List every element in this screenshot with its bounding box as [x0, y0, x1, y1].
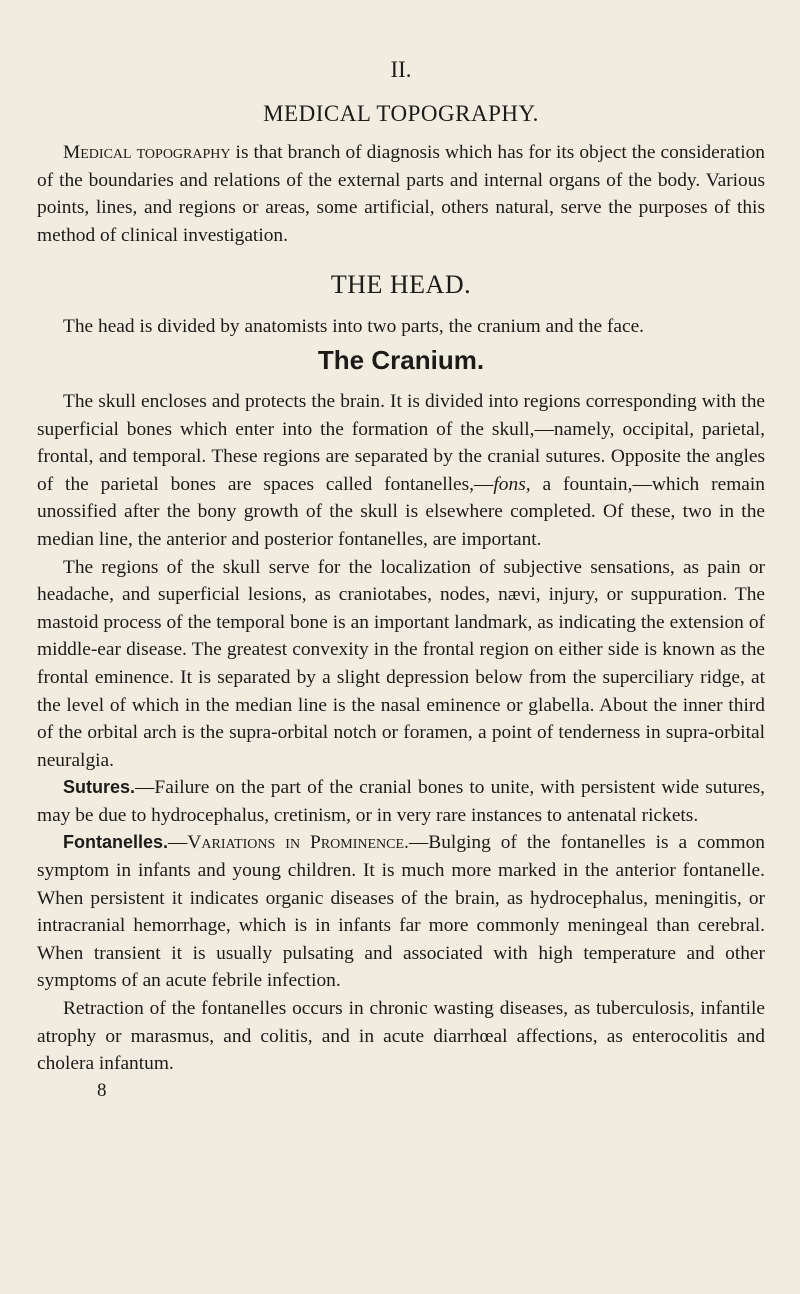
fontanelles-text: —Bulging of the fontanelles is a common symptom in infants and young children. It is much more marked in the anterior fontanelle. When persistent it indicates organic diseases of the brain, as hydrocephalus, meningitis, or intracranial hemorrhage, which is in infants far more commonly meningeal than cerebral. When transient it is usually pulsating and associated with high temperature and other symptoms of an acute febrile infection.	[37, 832, 765, 992]
sutures-heading: Sutures.	[63, 777, 136, 798]
section-title-head: THE HEAD.	[330, 270, 472, 300]
fontanelles-paragraph	[37, 829, 765, 995]
retraction-paragraph: Retraction of the fontanelles occurs in chronic wasting diseases, as tuberculosis, infantile atrophy or marasmus, and colitis, and in acute diarrhœal affections, as enterocolitis and cholera infantum.	[37, 998, 765, 1075]
cranium-p1-italic: fons,	[493, 473, 531, 495]
intro-lead: Medical topography	[63, 142, 231, 163]
cranium-paragraph-2: The regions of the skull serve for the localization of subjective sensations, as pain or headache, and superficial lesions, as craniotabes, nodes, nævi, injury, or suppuration. The mastoid process of the temporal bone is an important landmark, as indicating the extension of middle-ear disease. The greatest convexity in the frontal region on either side is known as the frontal eminence. It is separated by a slight depression below from the superciliary ridge, at the level of which in the median line is the nasal eminence or glabella. About the inner third of the orbital arch is the supra-orbital notch or foramen, a point of tenderness in supra-orbital neuralgia.	[37, 556, 765, 771]
intro-paragraph	[37, 139, 765, 249]
cranium-p1-text: The skull encloses and protects the brain. It is divided into regions corresponding with the superficial bones which enter into the formation of the skull,—namely, occipital, parietal, frontal, and temporal. These regions are separated by the cranial sutures. Opposite the angles of the parietal bones are spaces called fontanelles,—	[37, 390, 765, 495]
cranium-p1-text-end: a fountain,—which remain unossified after the bony growth of the skull is elsewhere completed. Of these, two in the median line, the anterior and posterior fontanelles, are important.	[37, 473, 765, 550]
subsection-title-cranium: The Cranium.	[317, 344, 485, 375]
sutures-text: —Failure on the part of the cranial bones to unite, with persistent wide sutures, may be due to hydrocephalus, cretinism, or in very rare instances to antenatal rickets.	[37, 777, 765, 826]
chapter-title: MEDICAL TOPOGRAPHY.	[263, 101, 539, 126]
intro-text: is that branch of diagnosis which has for its object the consideration of the boundaries and relations of the external parts and internal organs of the body. Various points, lines, and regions or areas, some artificial, others natural, serve the purposes of this method of clinical investigation.	[37, 142, 765, 246]
chapter-number: II.	[390, 57, 412, 82]
page-number: 8	[97, 1079, 107, 1101]
cranium-paragraph-1	[37, 388, 765, 554]
fontanelles-heading: Fontanelles.	[63, 832, 169, 853]
fontanelles-subheading: —Variations in Prominence.	[168, 832, 409, 854]
sutures-paragraph	[37, 774, 765, 829]
head-paragraph: The head is divided by anatomists into two parts, the cranium and the face.	[63, 316, 645, 338]
